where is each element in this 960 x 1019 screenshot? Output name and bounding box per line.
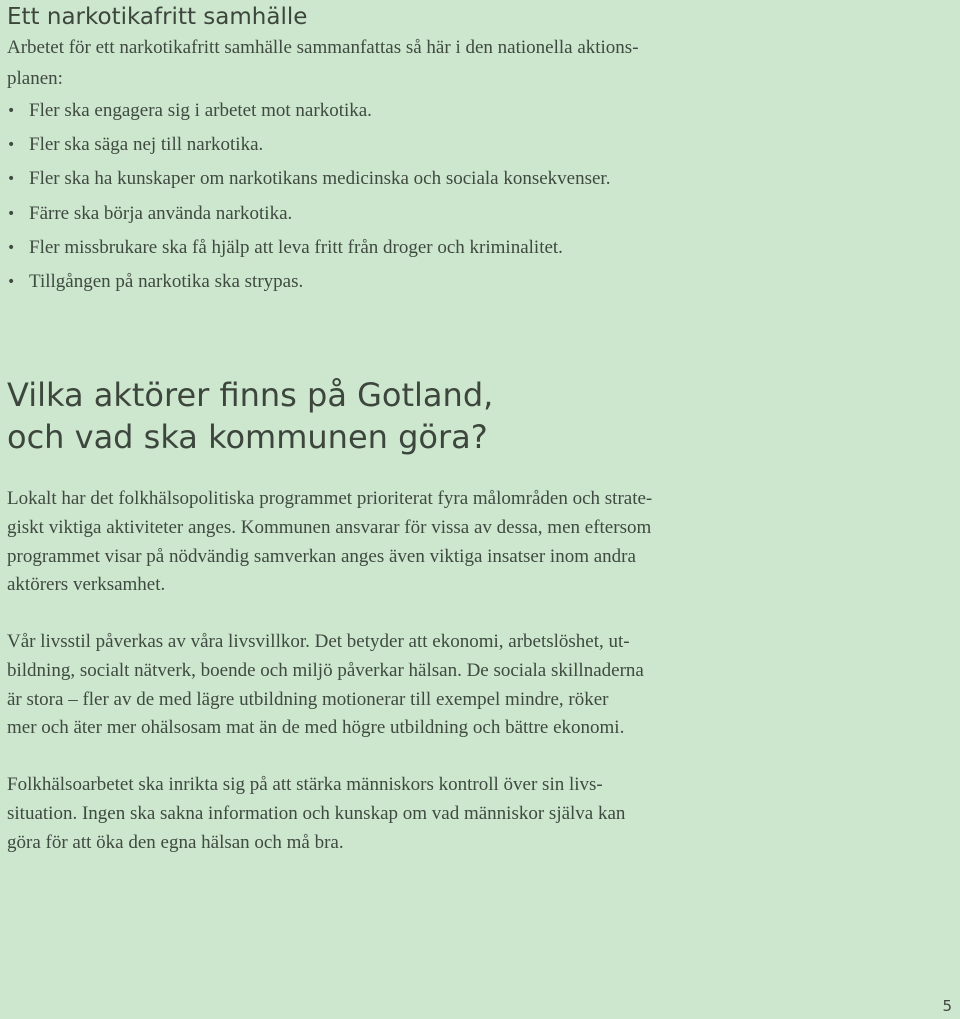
list-item-text: Fler ska ha kunskaper om narkotikans medicinska och sociala konsekvenser. — [29, 168, 611, 190]
list-item — [7, 128, 610, 162]
title-line: och vad ska kommunen göra? — [7, 418, 488, 456]
text-line: planen: — [7, 68, 63, 89]
goals-bullet-list — [7, 94, 610, 299]
bullet-icon: • — [7, 239, 16, 256]
text-line: är stora – fler av de med lägre utbildning motionerar till exempel mindre, röker — [7, 688, 609, 710]
text-line: Folkhälsoarbetet ska inrikta sig på att stärka människors kontroll över sin livs- — [7, 774, 603, 795]
list-item — [7, 231, 610, 265]
list-item-text: Fler ska säga nej till narkotika. — [29, 134, 264, 156]
bullet-icon: • — [7, 274, 16, 291]
text-line: bildning, socialt nätverk, boende och miljö påverkar hälsan. De sociala skillnaderna — [7, 659, 644, 681]
text-line: programmet visar på nödvändig samverkan anges även viktiga insatser inom andra — [7, 545, 636, 567]
text-line: mer och äter mer ohälsosam mat än de med högre utbildning och bättre ekonomi. — [7, 717, 625, 739]
bullet-icon: • — [7, 171, 16, 188]
list-item-text: Fler ska engagera sig i arbetet mot narkotika. — [29, 100, 372, 121]
text-line: Vår livsstil påverkas av våra livsvillkor. Det betyder att ekonomi, arbetslöshet, ut- — [7, 631, 630, 652]
list-item-text: Tillgången på narkotika ska strypas. — [29, 271, 304, 293]
section-title-narkotikafritt: Ett narkotikafritt samhälle — [7, 4, 308, 30]
list-item — [7, 197, 610, 231]
page-number: 5 — [942, 997, 952, 1015]
paragraph-lokalt — [7, 485, 652, 600]
list-item-text: Färre ska börja använda narkotika. — [29, 202, 293, 224]
list-item — [7, 162, 610, 196]
text-line: giskt viktiga aktiviteter anges. Kommunen ansvarar för vissa av dessa, men eftersom — [7, 516, 652, 538]
section-title-aktorer — [7, 374, 493, 458]
intro-paragraph — [7, 32, 937, 94]
paragraph-folkhalsoarbetet — [7, 771, 625, 857]
list-item — [7, 94, 610, 128]
bullet-icon: • — [7, 205, 16, 222]
text-line: aktörers verksamhet. — [7, 574, 166, 596]
list-item-text: Fler missbrukare ska få hjälp att leva fritt från droger och kriminalitet. — [29, 236, 563, 258]
list-item — [7, 265, 610, 299]
text-line: Arbetet för ett narkotikafritt samhälle sammanfattas så här i den nationella aktions- — [7, 37, 639, 58]
bullet-icon: • — [7, 103, 16, 119]
text-line: göra för att öka den egna hälsan och må bra. — [7, 831, 344, 853]
text-line: situation. Ingen ska sakna information och kunskap om vad människor själva kan — [7, 802, 626, 824]
bullet-icon: • — [7, 137, 16, 154]
title-line: Vilka aktörer finns på Gotland, — [7, 376, 494, 414]
paragraph-livsstil — [7, 628, 644, 743]
text-line: Lokalt har det folkhälsopolitiska programmet prioriterat fyra målområden och strate- — [7, 488, 653, 509]
